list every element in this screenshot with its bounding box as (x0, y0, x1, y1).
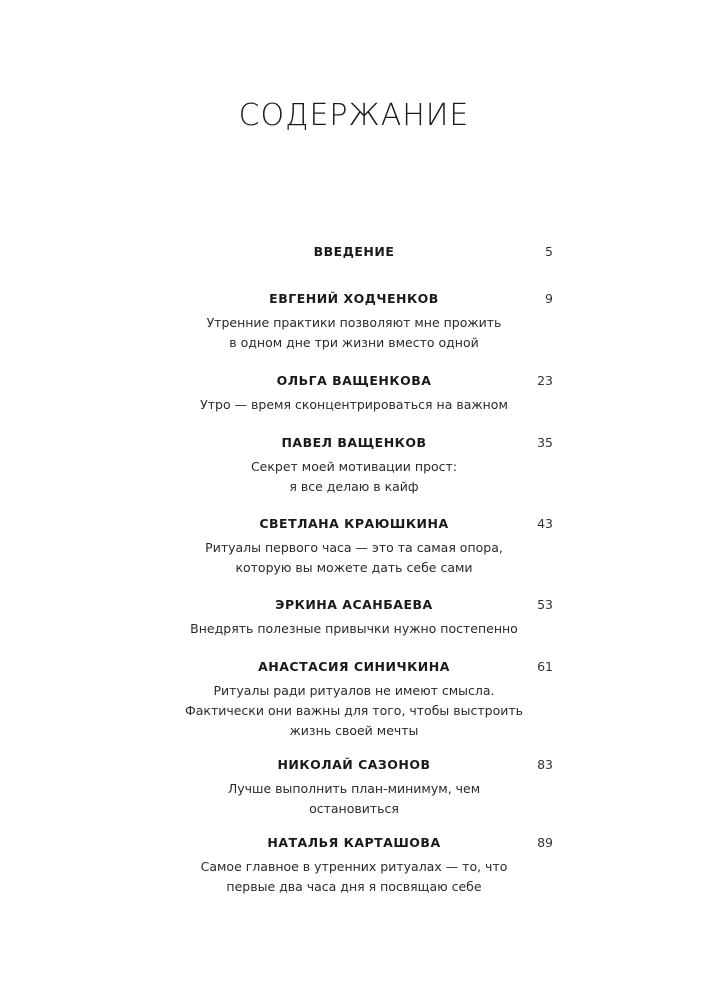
toc-entry-description (0, 457, 708, 497)
toc-entry-header (0, 433, 708, 453)
toc-description-line: Утренние практики позволяют мне прожить (206, 315, 502, 330)
toc-entry-title: НИКОЛАЙ САЗОНОВ (277, 757, 431, 772)
toc-entry (0, 289, 708, 353)
toc-entry-description (0, 681, 708, 741)
toc-entry-header (0, 289, 708, 309)
page-title: СОДЕРЖАНИЕ (238, 98, 470, 133)
toc-entry (0, 755, 708, 819)
toc-description-line: Ритуалы первого часа — это та самая опора, (205, 540, 503, 555)
toc-entry (0, 433, 708, 497)
toc-description-line: которую вы можете дать себе сами (235, 560, 473, 575)
toc-description-line: остановиться (309, 801, 399, 816)
toc-entry (0, 833, 708, 897)
toc-entry-header (0, 755, 708, 775)
toc-entry-description (0, 313, 708, 353)
toc-entry-header (0, 833, 708, 853)
toc-description-line: я все делаю в кайф (289, 479, 419, 494)
toc-entry-title: ОЛЬГА ВАЩЕНКОВА (276, 373, 432, 388)
toc-page-number: 53 (537, 597, 553, 612)
toc-entry-title: ВВЕДЕНИЕ (313, 244, 395, 259)
toc-page-number: 35 (537, 435, 553, 450)
toc-description-line: Утро — время сконцентрироваться на важном (200, 397, 508, 412)
toc-page-number: 83 (537, 757, 553, 772)
toc-description-line: Самое главное в утренних ритуалах — то, что (200, 859, 508, 874)
toc-entry (0, 595, 708, 639)
toc-description-line: Лучше выполнить план-минимум, чем (227, 781, 481, 796)
toc-description-line: Фактически они важны для того, чтобы выстроить (184, 703, 524, 718)
toc-page-number: 9 (545, 291, 553, 306)
toc-page-number: 61 (537, 659, 553, 674)
toc-entry-header (0, 595, 708, 615)
toc-description-line: Внедрять полезные привычки нужно постепенно (190, 621, 518, 636)
toc-entry-title: ЭРКИНА АСАНБАЕВА (275, 597, 433, 612)
toc-page-number: 43 (537, 516, 553, 531)
toc-entry (0, 371, 708, 415)
toc-entry-title: ЕВГЕНИЙ ХОДЧЕНКОВ (269, 291, 439, 306)
toc-page-number: 5 (545, 244, 553, 259)
toc-entry (0, 657, 708, 741)
toc-page-number: 89 (537, 835, 553, 850)
toc-entry-description (0, 779, 708, 819)
toc-page-number: 23 (537, 373, 553, 388)
toc-description-line: первые два часа дня я посвящаю себе (226, 879, 482, 894)
toc-entry-title: АНАСТАСИЯ СИНИЧКИНА (258, 659, 450, 674)
toc-entry (0, 514, 708, 578)
toc-description-line: жизнь своей мечты (289, 723, 419, 738)
toc-entry-description (0, 619, 708, 639)
toc-entry (0, 242, 708, 262)
toc-entry-header (0, 514, 708, 534)
toc-entry-title: ПАВЕЛ ВАЩЕНКОВ (281, 435, 427, 450)
toc-description-line: Секрет моей мотивации прост: (250, 459, 458, 474)
toc-entry-title: СВЕТЛАНА КРАЮШКИНА (259, 516, 449, 531)
toc-entry-description (0, 395, 708, 415)
toc-entry-header (0, 657, 708, 677)
toc-entry-header (0, 242, 708, 262)
toc-entry-header (0, 371, 708, 391)
toc-entry-description (0, 538, 708, 578)
toc-entry-title: НАТАЛЬЯ КАРТАШОВА (267, 835, 441, 850)
toc-description-line: Ритуалы ради ритуалов не имеют смысла. (213, 683, 495, 698)
toc-entry-description (0, 857, 708, 897)
toc-description-line: в одном дне три жизни вместо одной (229, 335, 479, 350)
